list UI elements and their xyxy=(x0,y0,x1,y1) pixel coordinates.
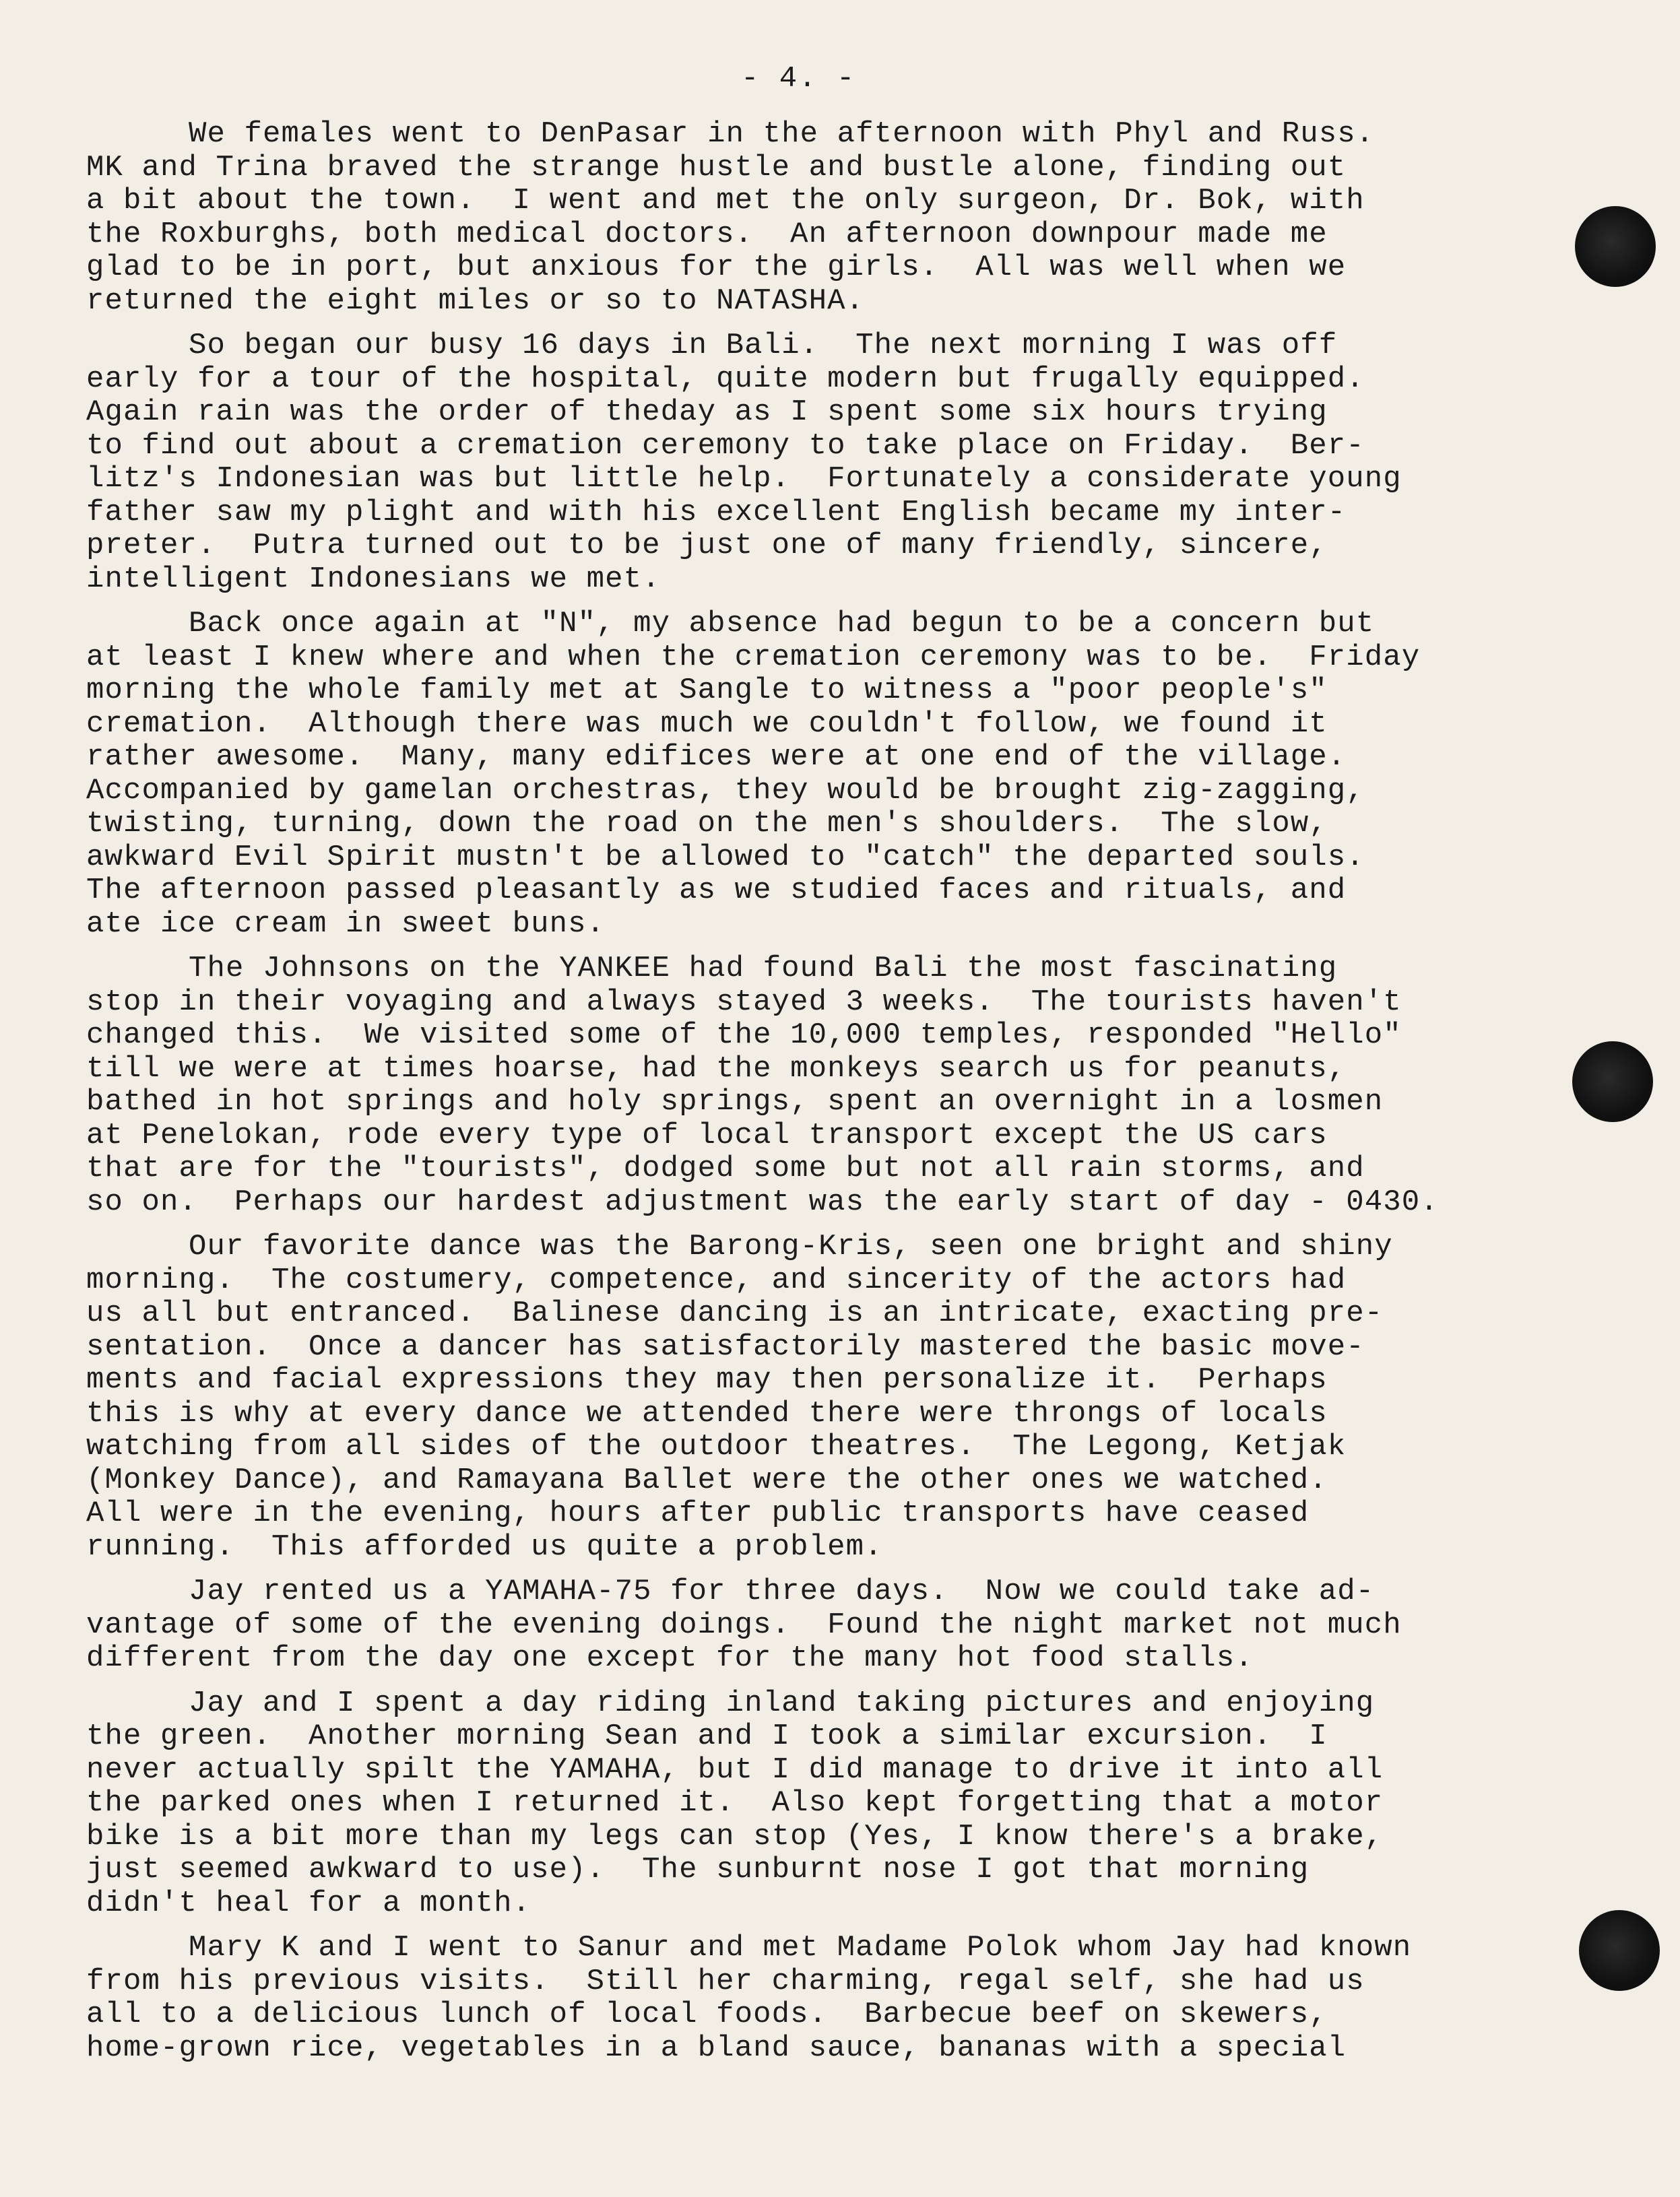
text-line: preter. Putra turned out to be just one of many friendly, sincere, xyxy=(86,529,1328,562)
text-line: to find out about a cremation ceremony to take place on Friday. Ber- xyxy=(86,428,1365,463)
text-line: a bit about the town. I went and met the only surgeon, Dr. Bok, with xyxy=(86,184,1365,218)
text-line: cremation. Although there was much we couldn't follow, we found it xyxy=(86,707,1328,741)
text-line: Jay rented us a YAMAHA-75 for three days. Now we could take ad- xyxy=(189,1575,1375,1608)
text-line: morning the whole family met at Sangle to witness a "poor people's" xyxy=(86,674,1328,707)
text-line: from his previous visits. Still her charming, regal self, she had us xyxy=(86,1964,1365,1998)
text-line: father saw my plight and with his excellent English became my inter- xyxy=(86,495,1347,529)
text-line: stop in their voyaging and always stayed 3 weeks. The tourists haven't xyxy=(86,985,1402,1019)
text-line: that are for the "tourists", dodged some but not all rain storms, and xyxy=(86,1152,1365,1185)
text-line: glad to be in port, but anxious for the girls. All was well when we xyxy=(86,251,1347,284)
text-line: ate ice cream in sweet buns. xyxy=(86,907,606,941)
text-line: rather awesome. Many, many edifices were at one end of the village. xyxy=(86,740,1347,774)
text-line: Again rain was the order of theday as I spent some six hours trying xyxy=(86,395,1328,429)
text-line: awkward Evil Spirit mustn't be allowed to "catch" the departed souls. xyxy=(86,840,1365,874)
paragraph xyxy=(86,1687,1602,1921)
text-line: the parked ones when I returned it. Also kept forgetting that a motor xyxy=(86,1786,1384,1820)
paragraph xyxy=(86,608,1602,941)
text-line: us all but entranced. Balinese dancing is an intricate, exacting pre- xyxy=(86,1297,1384,1330)
text-line: early for a tour of the hospital, quite modern but frugally equipped. xyxy=(86,362,1365,396)
paragraph xyxy=(86,118,1602,318)
paragraph xyxy=(86,1231,1602,1564)
text-line: the Roxburghs, both medical doctors. An afternoon downpour made me xyxy=(86,217,1328,251)
text-line: MK and Trina braved the strange hustle and bustle alone, finding out xyxy=(86,150,1347,185)
paragraph xyxy=(86,952,1602,1219)
text-line: changed this. We visited some of the 10,000 temples, responded "Hello" xyxy=(86,1018,1402,1052)
text-line: didn't heal for a month. xyxy=(86,1886,531,1920)
text-line: ments and facial expressions they may then personalize it. Perhaps xyxy=(86,1363,1328,1397)
text-line: never actually spilt the YAMAHA, but I did manage to drive it into all xyxy=(86,1752,1384,1787)
text-line: all to a delicious lunch of local foods. Barbecue beef on skewers, xyxy=(86,1998,1328,2031)
text-line: Our favorite dance was the Barong-Kris, seen one bright and shiny xyxy=(189,1230,1393,1264)
text-line: at least I knew where and when the cremation ceremony was to be. Friday xyxy=(86,640,1421,674)
text-line: different from the day one except for the many hot food stalls. xyxy=(86,1641,1254,1675)
text-line: The afternoon passed pleasantly as we studied faces and rituals, and xyxy=(86,874,1347,907)
text-line: bathed in hot springs and holy springs, spent an overnight in a losmen xyxy=(86,1085,1384,1119)
text-line: litz's Indonesian was but little help. Fortunately a considerate young xyxy=(86,462,1402,496)
text-line: Jay and I spent a day riding inland taking pictures and enjoying xyxy=(189,1686,1375,1720)
text-line: sentation. Once a dancer has satisfactorily mastered the basic move- xyxy=(86,1330,1365,1364)
text-line: The Johnsons on the YANKEE had found Bali the most fascinating xyxy=(189,952,1338,985)
text-line: bike is a bit more than my legs can stop (Yes, I know there's a brake, xyxy=(86,1819,1384,1854)
text-line: We females went to DenPasar in the afternoon with Phyl and Russ. xyxy=(189,117,1375,151)
paragraph xyxy=(86,1575,1602,1676)
text-line: intelligent Indonesians we met. xyxy=(86,562,661,596)
text-line: the green. Another morning Sean and I took a similar excursion. I xyxy=(86,1719,1328,1753)
text-line: this is why at every dance we attended there were throngs of locals xyxy=(86,1396,1328,1431)
text-line: running. This afforded us quite a problem. xyxy=(86,1530,883,1564)
text-line: Back once again at "N", my absence had begun to be a concern but xyxy=(189,607,1375,641)
text-line: All were in the evening, hours after public transports have ceased xyxy=(86,1497,1310,1530)
letter-body xyxy=(86,118,1602,2076)
text-line: till we were at times hoarse, had the monkeys search us for peanuts, xyxy=(86,1051,1347,1086)
text-line: Accompanied by gamelan orchestras, they would be brought zig-zagging, xyxy=(86,773,1365,808)
paragraph xyxy=(86,1932,1602,2065)
text-line: home-grown rice, vegetables in a bland sauce, bananas with a special xyxy=(86,2031,1347,2065)
text-line: returned the eight miles or so to NATASHA. xyxy=(86,284,865,318)
text-line: (Monkey Dance), and Ramayana Ballet were the other ones we watched. xyxy=(86,1463,1328,1497)
text-line: watching from all sides of the outdoor theatres. The Legong, Ketjak xyxy=(86,1430,1347,1464)
text-line: morning. The costumery, competence, and sincerity of the actors had xyxy=(86,1263,1347,1297)
text-line: at Penelokan, rode every type of local transport except the US cars xyxy=(86,1118,1328,1152)
text-line: So began our busy 16 days in Bali. The next morning I was off xyxy=(189,329,1338,362)
paragraph xyxy=(86,329,1602,596)
text-line: vantage of some of the evening doings. Found the night market not much xyxy=(86,1608,1402,1642)
page-number: - 4. - xyxy=(741,62,856,96)
text-line: so on. Perhaps our hardest adjustment was the early start of day - 0430. xyxy=(86,1185,1439,1219)
text-line: just seemed awkward to use). The sunburnt nose I got that morning xyxy=(86,1853,1310,1887)
text-line: twisting, turning, down the road on the men's shoulders. The slow, xyxy=(86,807,1328,841)
text-line: Mary K and I went to Sanur and met Madame Polok whom Jay had known xyxy=(189,1931,1412,1965)
